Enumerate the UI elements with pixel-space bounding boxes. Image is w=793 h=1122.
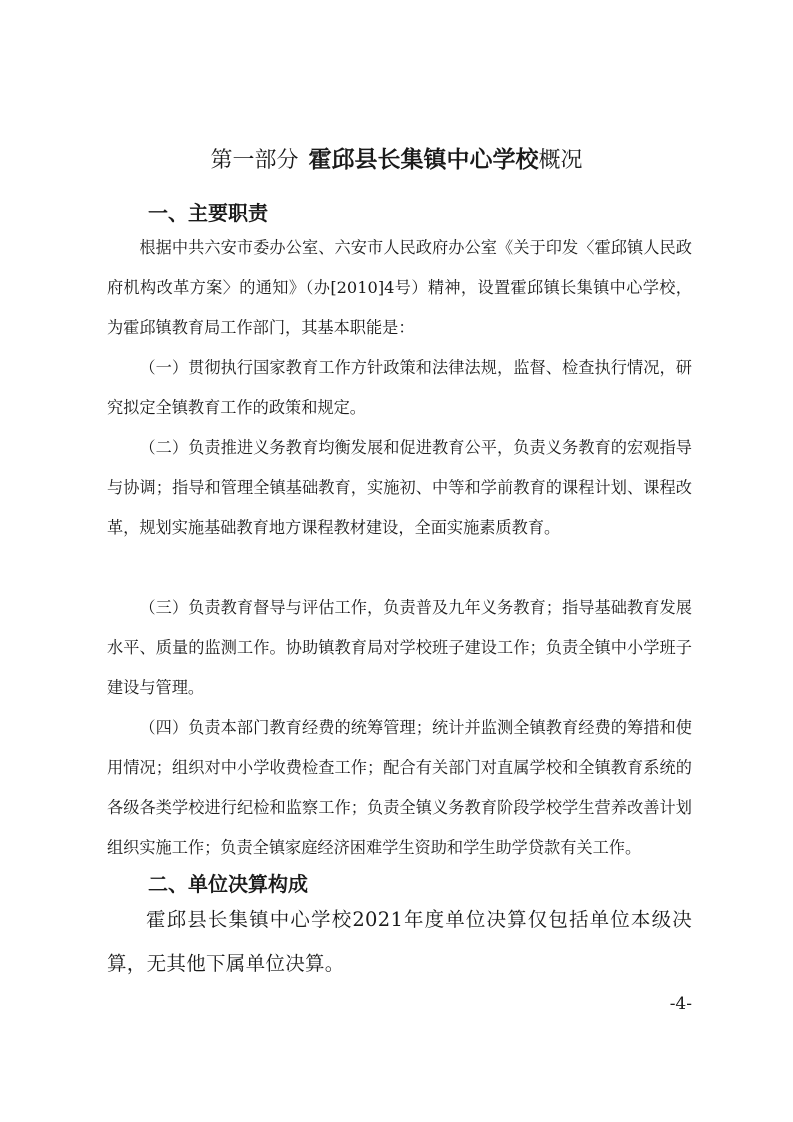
section-heading-budget-composition: 二、单位决算构成 [148, 872, 308, 896]
paragraph-duty-3: （三）负责教育督导与评估工作，负责普及九年义务教育；指导基础教育发展水平、质量的监测工作。协助镇教育局对学校班子建设工作；负责全镇中小学班子建设与管理。 [107, 598, 692, 697]
paragraph-budget-composition: 霍邱县长集镇中心学校2021年度单位决算仅包括单位本级决算，无其他下属单位决算。 [107, 908, 692, 975]
page-title [0, 144, 793, 177]
paragraph-intro: 根据中共六安市委办公室、六安市人民政府办公室《关于印发〈霍邱镇人民政府机构改革方案〉的通知》（办[2010]4号）精神，设置霍邱镇长集镇中心学校，为霍邱镇教育局工作部门，其基本职能是： [107, 238, 692, 337]
paragraph-duty-1: （一）贯彻执行国家教育工作方针政策和法律法规，监督、检查执行情况，研究拟定全镇教育工作的政策和规定。 [107, 358, 692, 417]
section-heading-main-duties: 一、主要职责 [148, 201, 268, 225]
page-number: -4- [669, 994, 692, 1014]
paragraph-duty-2: （二）负责推进义务教育均衡发展和促进教育公平，负责义务教育的宏观指导与协调；指导和管理全镇基础教育，实施初、中等和学前教育的课程计划、课程改革，规划实施基础教育地方课程教材建设，全面实施素质教育。 [107, 438, 692, 537]
paragraph-duty-4: （四）负责本部门教育经费的统筹管理；统计并监测全镇教育经费的筹措和使用情况；组织对中小学收费检查工作；配合有关部门对直属学校和全镇教育系统的各级各类学校进行纪检和监察工作；负责全镇义务教育阶段学校学生营养改善计划组织实施工作；负责全镇家庭经济困难学生资助和学生助学贷款有关工作。 [107, 718, 692, 857]
title-suffix: 概况 [538, 148, 583, 173]
title-prefix: 第一部分 [210, 148, 299, 173]
title-main: 霍邱县长集镇中心学校 [308, 147, 539, 173]
